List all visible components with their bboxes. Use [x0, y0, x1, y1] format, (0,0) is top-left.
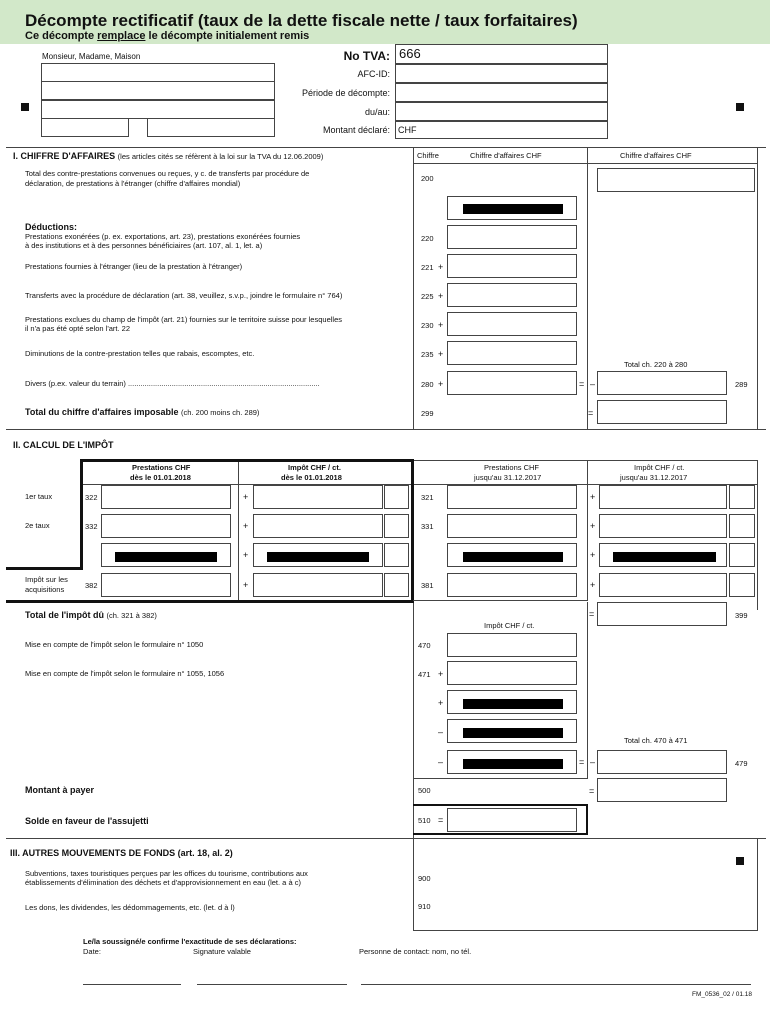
plus-sign: +	[438, 320, 444, 330]
plus-sign: +	[438, 379, 444, 389]
field-382[interactable]	[101, 573, 231, 597]
divider	[413, 838, 414, 930]
acq-label-1: Impôt sur les	[25, 575, 68, 584]
code-331: 331	[421, 522, 434, 531]
frame	[413, 833, 588, 835]
h3b: jusqu'au 31.12.2017	[474, 473, 542, 482]
equals-sign: =	[579, 757, 585, 767]
periode-field[interactable]	[395, 83, 608, 102]
taux1-label: 1er taux	[25, 492, 53, 501]
field-321[interactable]	[447, 485, 577, 509]
row-220-text: Prestations exonérées (p. ex. exportations, art. 23), prestations exonérées fournies	[25, 232, 301, 241]
field-332-ct[interactable]	[384, 514, 409, 538]
row-235-text: Diminutions de la contre-prestation telles que rabais, escomptes, etc.	[25, 349, 255, 358]
field-510[interactable]	[447, 808, 577, 832]
code-280: 280	[421, 380, 434, 389]
equals-sign: =	[438, 815, 444, 825]
row-225-text: Transferts avec la procédure de déclaration (art. 38, veuillez, s.v.p., joindre le formulaire n° 764)	[25, 291, 343, 300]
plus-sign: +	[243, 492, 249, 502]
code-470: 470	[418, 641, 431, 650]
frame	[6, 567, 83, 570]
field-470[interactable]	[447, 633, 577, 657]
row-910-text: Les dons, les dividendes, les dédommagements, etc. (let. d à l)	[25, 903, 235, 912]
field-225[interactable]	[447, 283, 577, 307]
col-ca-2: Chiffre d'affaires CHF	[620, 151, 692, 160]
code-510: 510	[418, 816, 431, 825]
redaction-bar	[463, 699, 563, 709]
code-299: 299	[421, 409, 434, 418]
marker-square-icon	[21, 103, 29, 111]
field-332-tax[interactable]	[253, 514, 383, 538]
duau-field[interactable]	[395, 102, 608, 121]
field-381-tax[interactable]	[599, 573, 727, 597]
divider	[6, 429, 766, 430]
h1b: dès le 01.01.2018	[130, 473, 191, 482]
col-ca-1: Chiffre d'affaires CHF	[470, 151, 542, 160]
field-redacted-7[interactable]	[447, 750, 577, 774]
divider	[413, 778, 588, 779]
field-381-ct[interactable]	[729, 573, 755, 597]
field-479[interactable]	[597, 750, 727, 774]
h2a: Impôt CHF / ct.	[288, 463, 341, 472]
deductions-heading: Déductions:	[25, 222, 78, 232]
address-label: Monsieur, Madame, Maison	[42, 52, 141, 61]
address-line-2[interactable]	[41, 81, 275, 100]
row-230-text: Prestations exclues du champ de l'impôt (art. 21) fournies sur le territoire suisse pour lesquelles	[25, 315, 342, 324]
plus-sign: +	[438, 262, 444, 272]
row-221-text: Prestations fournies à l'étranger (lieu de la prestation à l'étranger)	[25, 262, 243, 271]
field-331[interactable]	[447, 514, 577, 538]
divider	[413, 147, 414, 429]
minus-sign: –	[438, 727, 444, 737]
minus-sign: –	[438, 757, 444, 767]
total-220-280-label: Total ch. 220 à 280	[624, 360, 688, 369]
divider	[6, 838, 766, 839]
code-471: 471	[418, 670, 431, 679]
page-subtitle: Ce décompte remplace le décompte initialement remis	[25, 30, 310, 42]
row-510-text: Solde en faveur de l'assujetti	[25, 816, 149, 826]
minus-sign: –	[590, 379, 596, 389]
equals-sign: =	[588, 408, 594, 418]
address-city[interactable]	[147, 118, 275, 137]
code-332: 332	[85, 522, 98, 531]
code-200: 200	[421, 174, 434, 183]
code-382: 382	[85, 581, 98, 590]
code-381: 381	[421, 581, 434, 590]
field-230[interactable]	[447, 312, 577, 336]
redaction-bar	[267, 552, 369, 562]
marker-square-icon	[736, 857, 744, 865]
confirm-text: Le/la soussigné/e confirme l'exactitude de ses déclarations:	[83, 937, 297, 946]
divider	[757, 147, 758, 429]
plus-sign: +	[243, 521, 249, 531]
frame	[80, 459, 83, 569]
field-200[interactable]	[597, 168, 755, 192]
contact-label: Personne de contact: nom, no tél.	[359, 947, 472, 956]
montant-label: Montant déclaré:	[322, 125, 390, 135]
h1a: Prestations CHF	[132, 463, 191, 472]
divider	[6, 147, 766, 148]
field-382-ct[interactable]	[384, 573, 409, 597]
code-221: 221	[421, 263, 434, 272]
field-220[interactable]	[447, 225, 577, 249]
field-321-tax[interactable]	[599, 485, 727, 509]
field-471[interactable]	[447, 661, 577, 685]
field-331-ct[interactable]	[729, 514, 755, 538]
frame	[411, 459, 414, 602]
row-230-text-2: il n'a pas été opté selon l'art. 22	[25, 324, 131, 333]
plus-sign: +	[590, 550, 596, 560]
divider	[757, 460, 758, 610]
field-289[interactable]	[597, 371, 727, 395]
field-280[interactable]	[447, 371, 577, 395]
tva-number-field[interactable]: 666	[395, 44, 608, 64]
code-500: 500	[418, 786, 431, 795]
field-redacted-4[interactable]	[599, 543, 727, 567]
plus-sign: +	[438, 349, 444, 359]
field-331-tax[interactable]	[599, 514, 727, 538]
redaction-bar	[613, 552, 716, 562]
signature-label: Signature valable	[193, 947, 251, 956]
divider	[238, 462, 239, 600]
redaction-bar	[463, 204, 563, 214]
redaction-bar	[115, 552, 217, 562]
field-332[interactable]	[101, 514, 231, 538]
row-280-text: Divers (p.ex. valeur du terrain) ............................................................................................	[25, 379, 320, 388]
field-redacted-ct-2[interactable]	[729, 543, 755, 567]
redaction-bar	[463, 552, 563, 562]
divider	[413, 460, 757, 461]
periode-label: Période de décompte:	[301, 88, 390, 98]
form-code: FM_0536_02 / 01.18	[692, 991, 752, 998]
code-235: 235	[421, 350, 434, 359]
row-299-text: Total du chiffre d'affaires imposable (ch. 200 moins ch. 289)	[25, 407, 260, 417]
row-200-text-2: déclaration, de prestations à l'étranger (chiffre d'affaires mondial)	[25, 179, 241, 188]
equals-sign: =	[579, 379, 585, 389]
divider	[757, 838, 758, 930]
code-479: 479	[735, 759, 748, 768]
frame	[413, 804, 588, 806]
plus-sign: +	[438, 669, 444, 679]
divider	[413, 163, 757, 164]
field-322[interactable]	[101, 485, 231, 509]
field-235[interactable]	[447, 341, 577, 365]
field-redacted-3[interactable]	[447, 543, 577, 567]
plus-sign: +	[243, 580, 249, 590]
field-redacted-1[interactable]	[101, 543, 231, 567]
divider	[587, 147, 588, 429]
section-2-title: II. CALCUL DE L'IMPÔT	[13, 440, 114, 450]
taux2-label: 2e taux	[25, 521, 50, 530]
divider	[413, 930, 758, 931]
divider	[587, 460, 588, 600]
field-322-ct[interactable]	[384, 485, 409, 509]
duau-label: du/au:	[364, 107, 390, 117]
afc-label: AFC-ID:	[357, 69, 390, 79]
h4b: jusqu'au 31.12.2017	[620, 473, 688, 482]
row-900-text-2: établissements d'élimination des déchets et d'approvisionnement en eau (let. a à c)	[25, 878, 301, 887]
total-impot-label: Total de l'impôt dû (ch. 321 à 382)	[25, 610, 157, 620]
field-322-tax[interactable]	[253, 485, 383, 509]
h4a: Impôt CHF / ct.	[634, 463, 685, 472]
code-322: 322	[85, 493, 98, 502]
row-471-text: Mise en compte de l'impôt selon le formulaire n° 1055, 1056	[25, 669, 225, 678]
plus-sign: +	[243, 550, 249, 560]
code-225: 225	[421, 292, 434, 301]
equals-sign: =	[589, 609, 595, 619]
code-230: 230	[421, 321, 434, 330]
h3a: Prestations CHF	[484, 463, 540, 472]
plus-sign: +	[590, 580, 596, 590]
redaction-bar	[463, 759, 563, 769]
field-299[interactable]	[597, 400, 727, 424]
address-line-3[interactable]	[41, 100, 275, 119]
frame	[586, 804, 588, 835]
h2b: dès le 01.01.2018	[281, 473, 342, 482]
code-910: 910	[418, 902, 431, 911]
field-redacted-5[interactable]	[447, 690, 577, 714]
field-redacted-6[interactable]	[447, 719, 577, 743]
field-321-ct[interactable]	[729, 485, 755, 509]
code-289: 289	[735, 380, 748, 389]
date-line[interactable]	[83, 984, 181, 985]
marker-square-icon	[736, 103, 744, 111]
code-399: 399	[735, 611, 748, 620]
divider	[413, 600, 588, 601]
acq-label-2: acquisitions	[25, 585, 65, 594]
field-382-tax[interactable]	[253, 573, 383, 597]
impot-ct-header: Impôt CHF / ct.	[484, 621, 535, 630]
row-900-text: Subventions, taxes touristiques perçues par les offices du tourisme, contributions aux	[25, 869, 308, 878]
plus-sign: +	[438, 698, 444, 708]
contact-line[interactable]	[361, 984, 751, 985]
divider	[587, 602, 588, 778]
field-200-redacted[interactable]	[447, 196, 577, 220]
montant-declare-field[interactable]: CHF	[395, 121, 608, 139]
field-381[interactable]	[447, 573, 577, 597]
signature-line[interactable]	[197, 984, 347, 985]
field-221[interactable]	[447, 254, 577, 278]
field-500[interactable]	[597, 778, 727, 802]
date-label: Date:	[83, 947, 101, 956]
row-500-text: Montant à payer	[25, 785, 95, 795]
col-chiffre: Chiffre	[417, 151, 439, 160]
code-900: 900	[418, 874, 431, 883]
address-zip[interactable]	[41, 118, 129, 137]
section-1-title: I. CHIFFRE D'AFFAIRES (les articles cités se réfèrent à la loi sur la TVA du 12.06.2009)	[13, 151, 324, 161]
code-321: 321	[421, 493, 434, 502]
plus-sign: +	[590, 521, 596, 531]
tva-label: No TVA:	[343, 49, 390, 63]
row-470-text: Mise en compte de l'impôt selon le formulaire n° 1050	[25, 640, 204, 649]
redaction-bar	[463, 728, 563, 738]
row-220-text-2: à des institutions et à des personnes bénéficiaires (art. 107, al. 1, let. a)	[25, 241, 263, 250]
section-3-title: III. AUTRES MOUVEMENTS DE FONDS (art. 18, al. 2)	[10, 848, 233, 858]
frame	[6, 600, 414, 603]
afc-id-field[interactable]	[395, 64, 608, 83]
address-line-1[interactable]	[41, 63, 275, 82]
field-399[interactable]	[597, 602, 727, 626]
field-redacted-2[interactable]	[253, 543, 383, 567]
page-title: Décompte rectificatif (taux de la dette fiscale nette / taux forfaitaires)	[25, 11, 578, 30]
code-220: 220	[421, 234, 434, 243]
minus-sign: –	[590, 757, 596, 767]
equals-sign: =	[589, 786, 595, 796]
plus-sign: +	[590, 492, 596, 502]
field-redacted-ct[interactable]	[384, 543, 409, 567]
total-470-471-label: Total ch. 470 à 471	[624, 736, 688, 745]
plus-sign: +	[438, 291, 444, 301]
frame	[80, 459, 414, 462]
row-200-text: Total des contre-prestations convenues ou reçues, y c. de transferts par procédure de	[25, 169, 310, 178]
